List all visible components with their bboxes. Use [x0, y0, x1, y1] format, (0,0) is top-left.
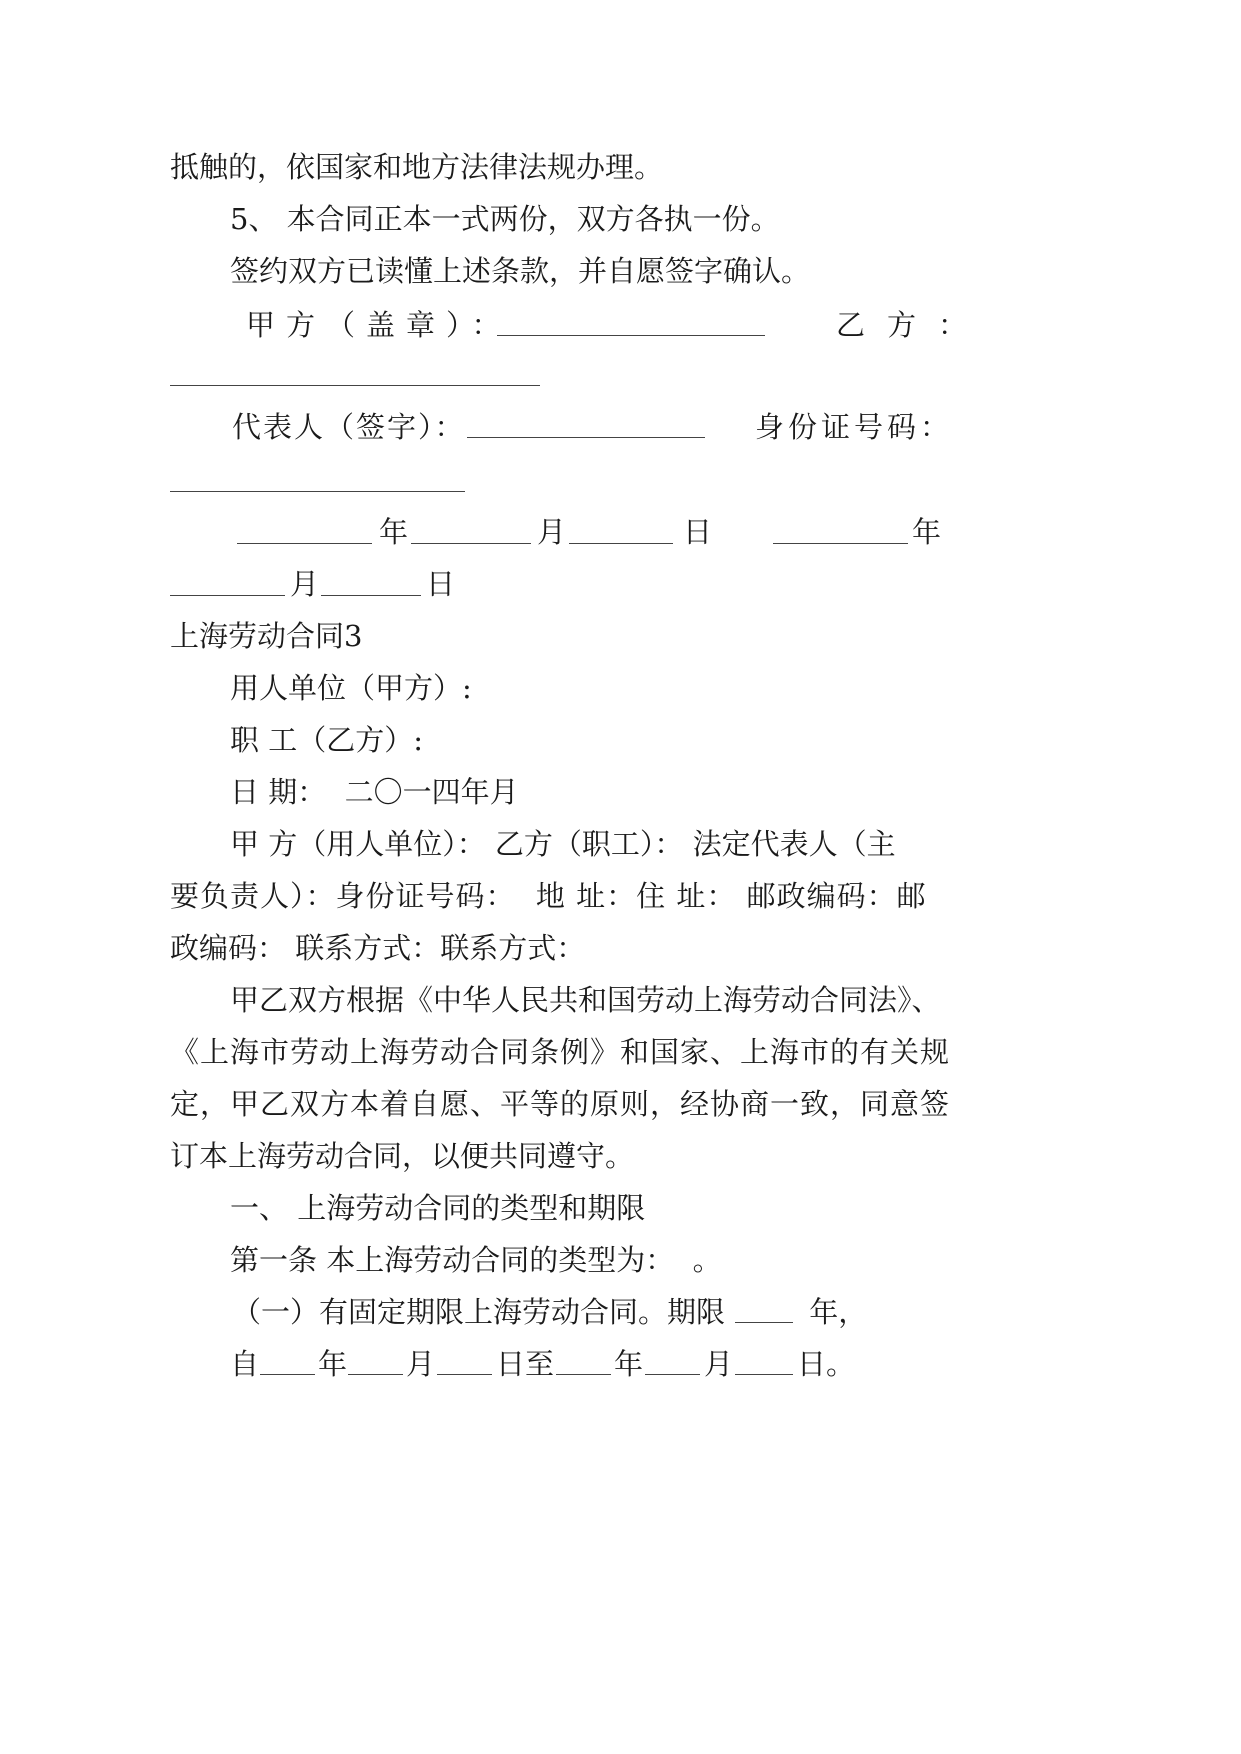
- section-title: 上海劳动合同3: [170, 619, 363, 653]
- date-blank: [773, 543, 908, 544]
- text-line: （一）有固定期限上海劳动合同。期限: [232, 1295, 726, 1329]
- text-span: 甲 方（用人单位）： 乙方（职工）： 法定代表人（主: [230, 827, 896, 861]
- text-line: 职 工（乙方）:: [230, 723, 423, 757]
- signature-blank: [497, 335, 765, 336]
- signature-blank: [170, 491, 465, 492]
- date-blank: [411, 543, 531, 544]
- date-blank: [321, 595, 421, 596]
- year-label: 年: [614, 1347, 644, 1381]
- date-blank: [260, 1374, 315, 1375]
- text-line: 政编码： 联系方式：联系方式：: [170, 931, 586, 965]
- section-heading: 一、 上海劳动合同的类型和期限: [230, 1191, 646, 1225]
- month-label: 月: [290, 567, 320, 601]
- year-label: 年: [379, 515, 409, 549]
- signature-blank: [170, 385, 540, 386]
- date-blank: [437, 1374, 492, 1375]
- month-label: 月: [406, 1347, 436, 1381]
- day-label: 日: [683, 515, 713, 549]
- text-line: 用人单位（甲方）:: [230, 671, 472, 705]
- text-line: 定，甲乙双方本着自愿、平等的原则，经协商一致，同意签: [170, 1087, 951, 1121]
- text-line: 第一条 本上海劳动合同的类型为： 。: [230, 1243, 722, 1277]
- date-blank: [348, 1374, 403, 1375]
- text-line: 甲乙双方根据《中华人民共和国劳动上海劳动合同法》、: [230, 983, 941, 1017]
- end-label: 日。: [797, 1347, 856, 1381]
- date-blank: [556, 1374, 611, 1375]
- date-blank: [735, 1374, 793, 1375]
- text-line: 年，: [800, 1295, 868, 1329]
- year-label: 年: [912, 515, 942, 549]
- text-line: 《上海市劳动上海劳动合同条例》和国家、上海市的有关规: [170, 1035, 951, 1069]
- from-label: 自: [230, 1347, 260, 1381]
- term-blank: [735, 1322, 793, 1323]
- representative-label: 代表人（签字）：: [232, 410, 466, 444]
- text-line: 订本上海劳动合同，以便共同遵守。: [170, 1139, 635, 1173]
- text-line: 要负责人）：身份证号码： 地 址：住 址： 邮政编码：邮: [170, 879, 927, 913]
- month-label: 月: [537, 515, 567, 549]
- party-a-seal-label: 甲方（盖章）：: [246, 308, 512, 342]
- date-blank: [645, 1374, 700, 1375]
- text-line: 日 期： 二〇一四年月: [230, 775, 519, 809]
- year-label: 年: [318, 1347, 348, 1381]
- signature-blank: [467, 437, 705, 438]
- date-blank: [569, 543, 673, 544]
- day-label: 日: [426, 567, 456, 601]
- date-blank: [237, 543, 372, 544]
- text-line: 5、 本合同正本一式两份，双方各执一份。: [230, 202, 780, 236]
- to-label: 日至: [496, 1347, 555, 1381]
- text-line: [230, 827, 940, 861]
- party-b-label: 乙方：: [836, 308, 990, 342]
- text-line: 签约双方已读懂上述条款，并自愿签字确认。: [230, 254, 811, 288]
- id-number-label: 身份证号码：: [755, 410, 954, 444]
- text-line: 抵触的，依国家和地方法律法规办理。: [170, 150, 664, 184]
- date-blank: [170, 595, 285, 596]
- month-label: 月: [704, 1347, 734, 1381]
